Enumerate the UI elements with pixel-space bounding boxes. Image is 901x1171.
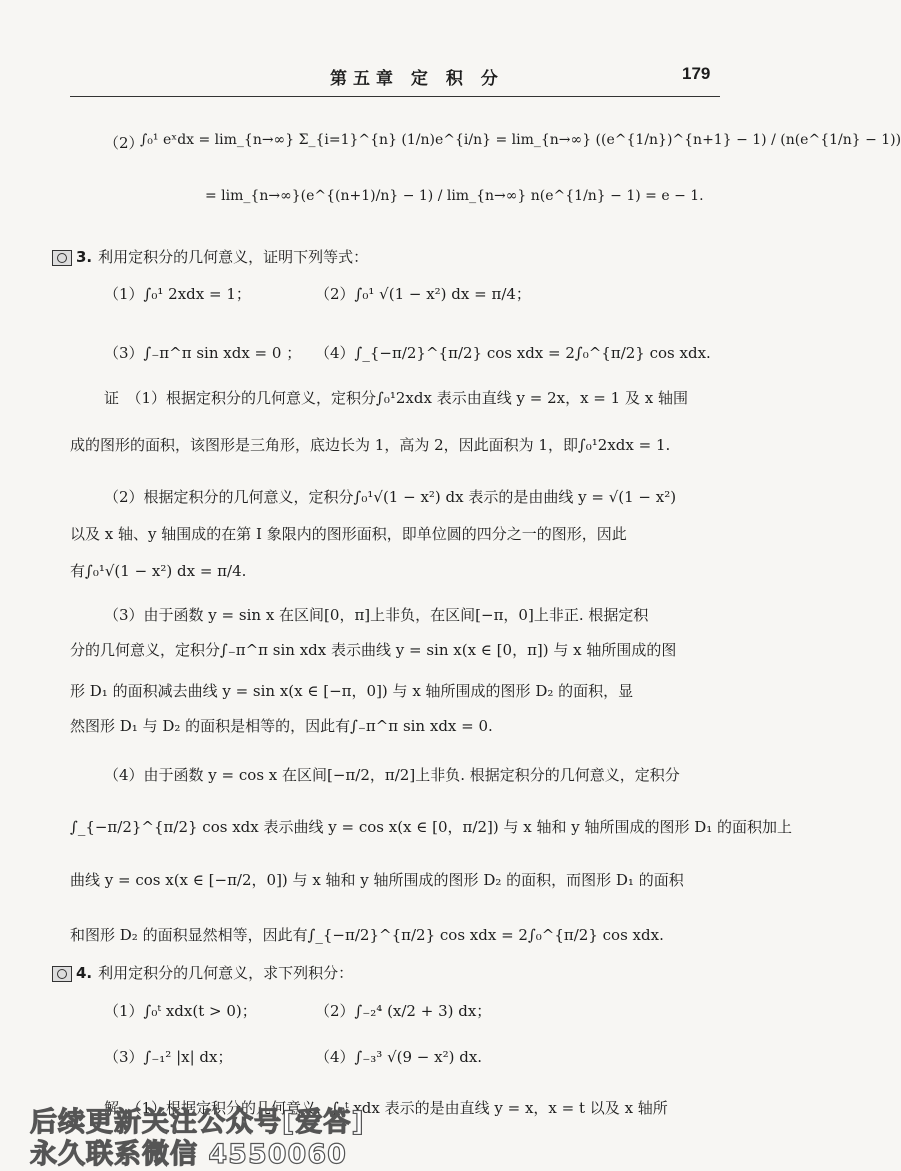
exercise-icon	[52, 250, 72, 266]
ex2-part2-label: （2）	[104, 134, 144, 152]
proof-3-line-1: （3）由于函数 y = sin x 在区间[0，π]上非负，在区间[−π，0]上非正. 根据定积	[104, 606, 649, 624]
q4-equation-4: （4）∫₋₃³ √(9 − x²) dx.	[315, 1048, 483, 1066]
proof-4-line-4: 和图形 D₂ 的面积显然相等，因此有∫_{−π/2}^{π/2} cos xdx = 2∫₀^{π/2} cos xdx.	[70, 926, 664, 944]
proof-2-line-3: 有∫₀¹√(1 − x²) dx = π/4.	[70, 562, 247, 580]
proof-4-line-1: （4）由于函数 y = cos x 在区间[−π/2，π/2]上非负. 根据定积分的几何意义，定积分	[104, 766, 680, 784]
q4-equation-1: （1）∫₀ᵗ xdx(t > 0)；	[104, 1002, 257, 1020]
watermark-line-2: 永久联系微信 4550060	[30, 1139, 347, 1170]
q3-equation-3: （3）∫₋π^π sin xdx = 0 ；	[104, 344, 302, 362]
proof-1-line-2: 成的图形的面积，该图形是三角形，底边长为 1，高为 2，因此面积为 1，即∫₀¹2xdx = 1.	[70, 436, 671, 454]
proof-4-line-3: 曲线 y = cos x(x ∈ [−π/2，0]) 与 x 轴和 y 轴所围成的图形 D₂ 的面积，而图形 D₁ 的面积	[70, 871, 684, 889]
proof-3-line-4: 然图形 D₁ 与 D₂ 的面积是相等的，因此有∫₋π^π sin xdx = 0.	[70, 717, 493, 735]
q3-equation-4: （4）∫_{−π/2}^{π/2} cos xdx = 2∫₀^{π/2} cos xdx.	[315, 344, 711, 362]
proof-3-line-3: 形 D₁ 的面积减去曲线 y = sin x(x ∈ [−π，0]) 与 x 轴所围成的图形 D₂ 的面积，显	[70, 682, 634, 700]
q4-equation-2: （2）∫₋₂⁴ (x/2 + 3) dx；	[315, 1002, 492, 1020]
ex2-part2-line2: = lim_{n→∞}(e^{(n+1)/n} − 1) / lim_{n→∞} n(e^{1/n} − 1) = e − 1.	[205, 188, 704, 204]
solution-1-line-1: 解 （1）根据定积分的几何意义，∫₀ᵗ xdx 表示的是由直线 y = x，x = t 以及 x 轴所	[104, 1099, 668, 1117]
q3-equation-2: （2）∫₀¹ √(1 − x²) dx = π/4；	[315, 285, 531, 303]
watermark-line-1: 后续更新关注公众号[爱答]	[30, 1107, 365, 1138]
page-number: 179	[682, 64, 711, 83]
proof-2-line-2: 以及 x 轴、y 轴围成的在第 Ⅰ 象限内的图形面积，即单位圆的四分之一的图形，因此	[70, 525, 627, 543]
proof-1-line-1: 证 （1）根据定积分的几何意义，定积分∫₀¹2xdx 表示由直线 y = 2x，x = 1 及 x 轴围	[104, 389, 688, 407]
proof-3-line-2: 分的几何意义，定积分∫₋π^π sin xdx 表示曲线 y = sin x(x ∈ [0，π]) 与 x 轴所围成的图	[70, 641, 677, 659]
proof-2-line-1: （2）根据定积分的几何意义，定积分∫₀¹√(1 − x²) dx 表示的是由曲线 y = √(1 − x²)	[104, 488, 677, 506]
question-4-title: 4. 利用定积分的几何意义，求下列积分：	[52, 962, 353, 983]
q3-equation-1: （1）∫₀¹ 2xdx = 1；	[104, 285, 251, 303]
chapter-title: 第五章 定 积 分	[330, 69, 504, 89]
exercise-icon	[52, 966, 72, 982]
question-3-title: 3. 利用定积分的几何意义，证明下列等式：	[52, 246, 368, 267]
q4-equation-3: （3）∫₋₁² |x| dx；	[104, 1048, 233, 1066]
proof-4-line-2: ∫_{−π/2}^{π/2} cos xdx 表示曲线 y = cos x(x ∈ [0，π/2]) 与 x 轴和 y 轴所围成的图形 D₁ 的面积加上	[70, 818, 793, 836]
ex2-part2-line1: ∫₀¹ eˣdx = lim_{n→∞} Σ_{i=1}^{n} (1/n)e^{i/n} = lim_{n→∞} ((e^{1/n})^{n+1} − 1) / (n(e^{1/n} − 1))	[140, 132, 901, 148]
header-divider	[70, 96, 720, 97]
